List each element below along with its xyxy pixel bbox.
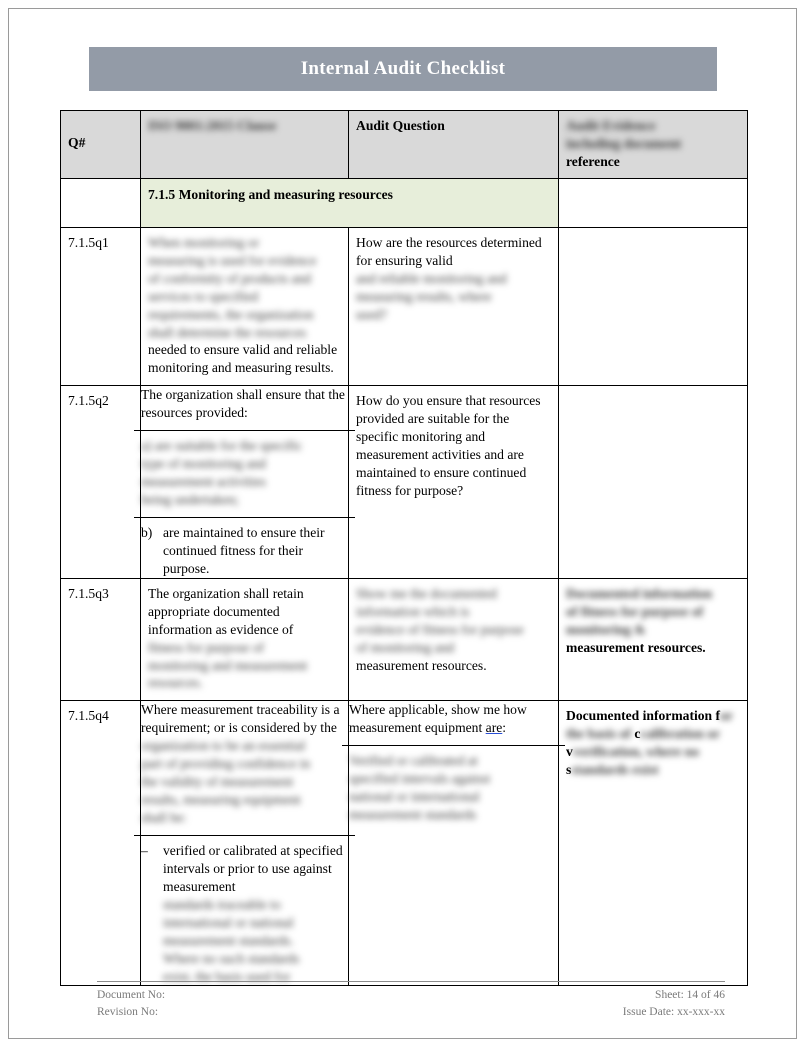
clause-redacted-line: monitoring and measurement bbox=[148, 657, 308, 673]
clause-subcell-row bbox=[134, 431, 355, 518]
audit-question-cell bbox=[349, 227, 559, 386]
evidence-redacted-line: Documented information bbox=[566, 585, 713, 601]
audit-question-intro bbox=[342, 695, 565, 745]
table-row bbox=[61, 578, 748, 701]
evidence-bold-prefix: c bbox=[634, 726, 641, 742]
clause-intro bbox=[134, 695, 355, 835]
list-marker-dash: – bbox=[141, 842, 148, 858]
question-id: 7.1.5q3 bbox=[61, 578, 141, 701]
clause-item-a-line: type of monitoring and bbox=[141, 456, 266, 472]
header-evidence-line1: Audit Evidence bbox=[566, 118, 656, 133]
table-row bbox=[61, 701, 748, 986]
footer-revision-no: Revision No: bbox=[97, 1005, 159, 1018]
clause-subcell-row bbox=[134, 835, 355, 993]
clause-visible: The organization shall retain appropriate documented information as evidence of bbox=[148, 585, 304, 637]
audit-evidence-cell[interactable] bbox=[559, 701, 748, 986]
clause-line: of conformity of products and bbox=[148, 270, 312, 286]
audit-question-redacted-line: Show me the documented bbox=[356, 585, 497, 601]
clause-visible-tail bbox=[148, 342, 337, 375]
table-header bbox=[61, 111, 748, 179]
audit-question-cell bbox=[349, 578, 559, 701]
footer-right bbox=[623, 987, 725, 1020]
clause-item-a bbox=[134, 431, 355, 518]
evidence-mixed-line bbox=[566, 762, 659, 777]
section-blank-cell bbox=[61, 178, 141, 227]
clause-line: When monitoring or bbox=[148, 234, 259, 250]
list-marker: b) bbox=[141, 524, 153, 540]
clause-redacted-line: part of providing confidence in bbox=[141, 756, 311, 772]
table-row bbox=[61, 386, 748, 578]
evidence-mixed-line bbox=[634, 726, 719, 741]
section-evidence-cell bbox=[559, 178, 748, 227]
clause-item-b bbox=[134, 517, 355, 585]
audit-question-redacted-line: measurement standards bbox=[349, 807, 477, 823]
clause-line: shall determine the resources bbox=[148, 324, 307, 340]
evidence-bold-prefix: v bbox=[566, 744, 573, 760]
list-text: are maintained to ensure their continued fitness for their purpose. bbox=[163, 524, 325, 576]
clause-line: measuring is used for evidence bbox=[148, 252, 317, 268]
audit-question-visible: How are the resources determined for ensuring valid bbox=[356, 234, 542, 268]
audit-question-redacted-line: used? bbox=[356, 306, 387, 322]
clause-tail-line: measuring results. bbox=[234, 360, 334, 376]
footer-issue-date: Issue Date: xx-xxx-xx bbox=[622, 1005, 725, 1018]
header-clause-label: ISO 9001:2015 Clause bbox=[148, 118, 277, 133]
audit-question-link-suffix: : bbox=[502, 720, 507, 736]
header-audit-question: Audit Question bbox=[349, 111, 559, 179]
audit-question-cell: How do you ensure that resources provided are suitable for the specific monitoring and measurement activities and are maintained to ensure continued fitness for purpose? bbox=[349, 386, 559, 578]
clause-item-a-line: a) are suitable for the specific bbox=[141, 438, 303, 454]
table-row bbox=[61, 227, 748, 386]
clause-text-cell bbox=[141, 227, 349, 386]
audit-evidence-cell[interactable] bbox=[559, 227, 748, 386]
clause-subcell-table bbox=[134, 380, 355, 585]
evidence-redacted-line: or the basis of bbox=[566, 708, 733, 742]
document-title-banner bbox=[89, 47, 717, 91]
header-audit-evidence bbox=[559, 111, 748, 179]
clause-line: services to specified bbox=[148, 288, 259, 304]
audit-question-redacted-line: evidence of fitness for purpose bbox=[356, 621, 524, 637]
audit-question-redacted-line: and reliable monitoring and bbox=[356, 270, 507, 286]
audit-question-redacted-line: national or international bbox=[349, 789, 480, 805]
audit-question-redacted-line: information which is bbox=[356, 603, 470, 619]
page-footer bbox=[97, 981, 725, 1020]
audit-question-redacted-line: specified intervals against bbox=[349, 771, 491, 787]
page-content bbox=[9, 9, 796, 1038]
clause-redacted-line: resources. bbox=[148, 675, 203, 691]
question-id: 7.1.5q1 bbox=[61, 227, 141, 386]
evidence-redacted-line: calibration or bbox=[640, 726, 720, 742]
header-evidence-line2: including document bbox=[566, 135, 682, 151]
page-sheet bbox=[8, 8, 797, 1039]
audit-question-redacted-line: measuring results, where bbox=[356, 288, 492, 304]
clause-tail-line: needed to ensure valid and bbox=[148, 342, 293, 358]
audit-question-cell bbox=[349, 701, 559, 986]
clause-subcell-table bbox=[134, 695, 355, 993]
evidence-bold-prefix: s bbox=[566, 762, 572, 778]
list-item bbox=[141, 842, 348, 986]
list-item bbox=[141, 524, 348, 578]
header-evidence-line3: reference bbox=[566, 153, 620, 169]
evidence-bold-visible: Documented information bbox=[566, 708, 713, 724]
list-text bbox=[163, 842, 348, 986]
clause-subcell-row bbox=[134, 695, 355, 835]
clause-line: requirements, the organization bbox=[148, 306, 314, 322]
audit-question-redacted-line: Verified or calibrated at bbox=[349, 753, 478, 769]
audit-question-subcell-table bbox=[342, 695, 565, 832]
footer-sheet-number: Sheet: 14 of 46 bbox=[655, 989, 725, 1001]
sub-redacted-line: measurement standards. bbox=[163, 932, 294, 948]
clause-text-cell bbox=[141, 386, 349, 578]
evidence-redacted-line: monitoring & bbox=[566, 621, 646, 637]
audit-evidence-cell[interactable] bbox=[559, 578, 748, 701]
table-header-row bbox=[61, 111, 748, 179]
audit-checklist-table bbox=[60, 110, 748, 986]
audit-question-sub bbox=[342, 746, 565, 832]
sub-redacted-line: standards traceable to bbox=[163, 896, 281, 912]
audit-question-subcell-row bbox=[342, 695, 565, 745]
clause-redacted-line: shall be: bbox=[141, 810, 187, 825]
clause-text-cell bbox=[141, 578, 349, 701]
page-title: Internal Audit Checklist bbox=[300, 58, 506, 79]
evidence-redacted-line: verification, where no bbox=[572, 744, 700, 760]
evidence-redacted-line: of fitness for purpose of bbox=[566, 603, 704, 619]
question-id: 7.1.5q2 bbox=[61, 386, 141, 578]
audit-question-subcell-row bbox=[342, 746, 565, 832]
footer-document-no: Document No: bbox=[97, 989, 166, 1001]
clause-subcell-row bbox=[134, 517, 355, 585]
sub-visible: verified or calibrated at specified intervals or prior to use against measurement bbox=[163, 842, 343, 894]
audit-question-redacted-line: of monitoring and bbox=[356, 639, 455, 655]
audit-question-visible: Where applicable, show me how measurement equipment bbox=[349, 702, 527, 736]
header-clause bbox=[141, 111, 349, 179]
clause-redacted-line: results, measuring equipment bbox=[141, 792, 301, 808]
footer-left bbox=[97, 987, 165, 1020]
clause-item-a-line: measurement activities bbox=[141, 474, 266, 490]
sub-redacted-line: international or national bbox=[163, 914, 294, 930]
evidence-visible-tail: measurement resources. bbox=[566, 639, 706, 655]
clause-redacted-line: the validity of measurement bbox=[141, 774, 294, 790]
audit-evidence-cell[interactable] bbox=[559, 386, 748, 578]
clause-subcell-row bbox=[134, 380, 355, 430]
clause-text-cell bbox=[141, 701, 349, 986]
evidence-bold-prefix: f bbox=[715, 708, 721, 724]
clause-intro: The organization shall ensure that the resources provided: bbox=[134, 380, 355, 430]
clause-redacted-line: fitness for purpose of bbox=[148, 639, 264, 655]
clause-visible: Where measurement traceability is a requirement; or is considered by the bbox=[141, 702, 340, 736]
section-title-cell: 7.1.5 Monitoring and measuring resources bbox=[141, 178, 559, 227]
clause-item-a-line: being undertaken; bbox=[141, 492, 239, 507]
section-heading-row bbox=[61, 178, 748, 227]
audit-question-link[interactable]: are bbox=[485, 720, 503, 736]
sub-redacted-line: Where no such standards bbox=[163, 950, 300, 966]
evidence-redacted-line: standards exist bbox=[571, 762, 659, 778]
clause-redacted-line: organization to be an essential bbox=[141, 738, 306, 754]
sub-redacted-line: exist, the basis used for bbox=[163, 968, 291, 984]
clause-sub-item bbox=[134, 835, 355, 993]
header-q-number: Q# bbox=[61, 111, 141, 179]
table-body bbox=[61, 178, 748, 986]
audit-question-visible-tail: measurement resources. bbox=[356, 657, 487, 673]
question-id: 7.1.5q4 bbox=[61, 701, 141, 986]
clause-tail-line: reliable monitoring and bbox=[148, 342, 338, 376]
evidence-mixed-line bbox=[566, 744, 699, 759]
